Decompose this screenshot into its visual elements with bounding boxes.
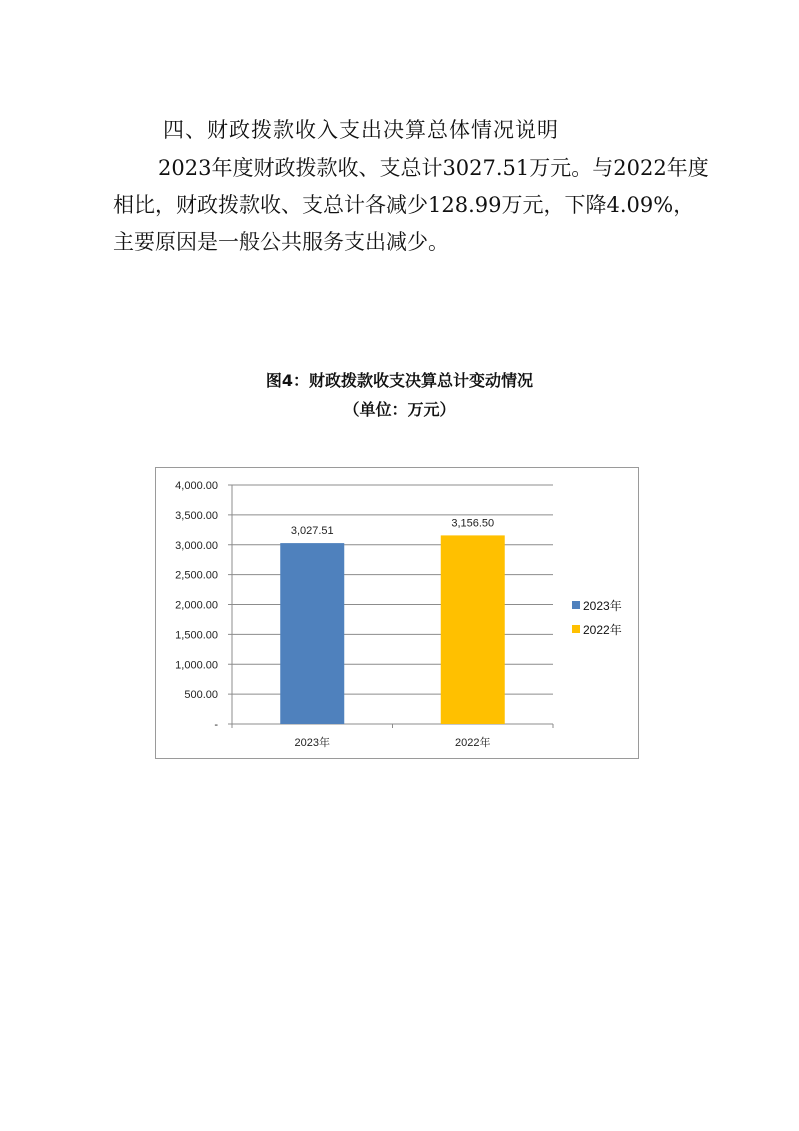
legend-label-2023: 2023年 [583, 598, 622, 613]
bar-2022年 [441, 535, 505, 724]
paragraph-line-2: 相比，财政拨款收、支总计各减少128.99万元，下降4.09%， [113, 193, 695, 217]
data-label: 3,027.51 [290, 525, 334, 538]
data-label: 3,156.50 [451, 517, 495, 530]
paragraph-line-1: 2023年度财政拨款收、支总计3027.51万元。与2022年度 [158, 156, 709, 180]
bar-chart [156, 468, 638, 758]
paragraph-line-3: 主要原因是一般公共服务支出减少。 [113, 230, 449, 254]
y-tick-label: 1,500.00 [175, 629, 218, 642]
y-tick-label: 1,000.00 [175, 659, 218, 672]
y-tick-label: - [214, 719, 218, 731]
y-tick-label: 3,500.00 [175, 509, 218, 522]
bar-2023年 [280, 543, 344, 724]
x-tick-label: 2023年 [294, 737, 330, 749]
y-tick-label: 3,000.00 [175, 539, 218, 552]
legend-label-2022: 2022年 [583, 622, 622, 637]
y-tick-label: 2,000.00 [175, 599, 218, 612]
legend-swatch-2023 [572, 601, 580, 609]
legend-item-2023 [572, 593, 622, 617]
chart-legend [572, 593, 622, 641]
figure-title: 图4：财政拨款收支决算总计变动情况 [265, 371, 534, 390]
y-tick-label: 4,000.00 [175, 480, 218, 492]
legend-swatch-2022 [572, 625, 580, 633]
legend-item-2022 [572, 617, 622, 641]
section-heading: 四、财政拨款收入支出决算总体情况说明 [163, 118, 559, 142]
chart-frame [155, 467, 639, 759]
x-tick-label: 2022年 [455, 737, 491, 749]
figure-subtitle: （单位：万元） [343, 400, 456, 419]
section-paragraph [113, 150, 709, 261]
y-tick-label: 2,500.00 [175, 569, 218, 582]
y-tick-label: 500.00 [184, 689, 218, 702]
